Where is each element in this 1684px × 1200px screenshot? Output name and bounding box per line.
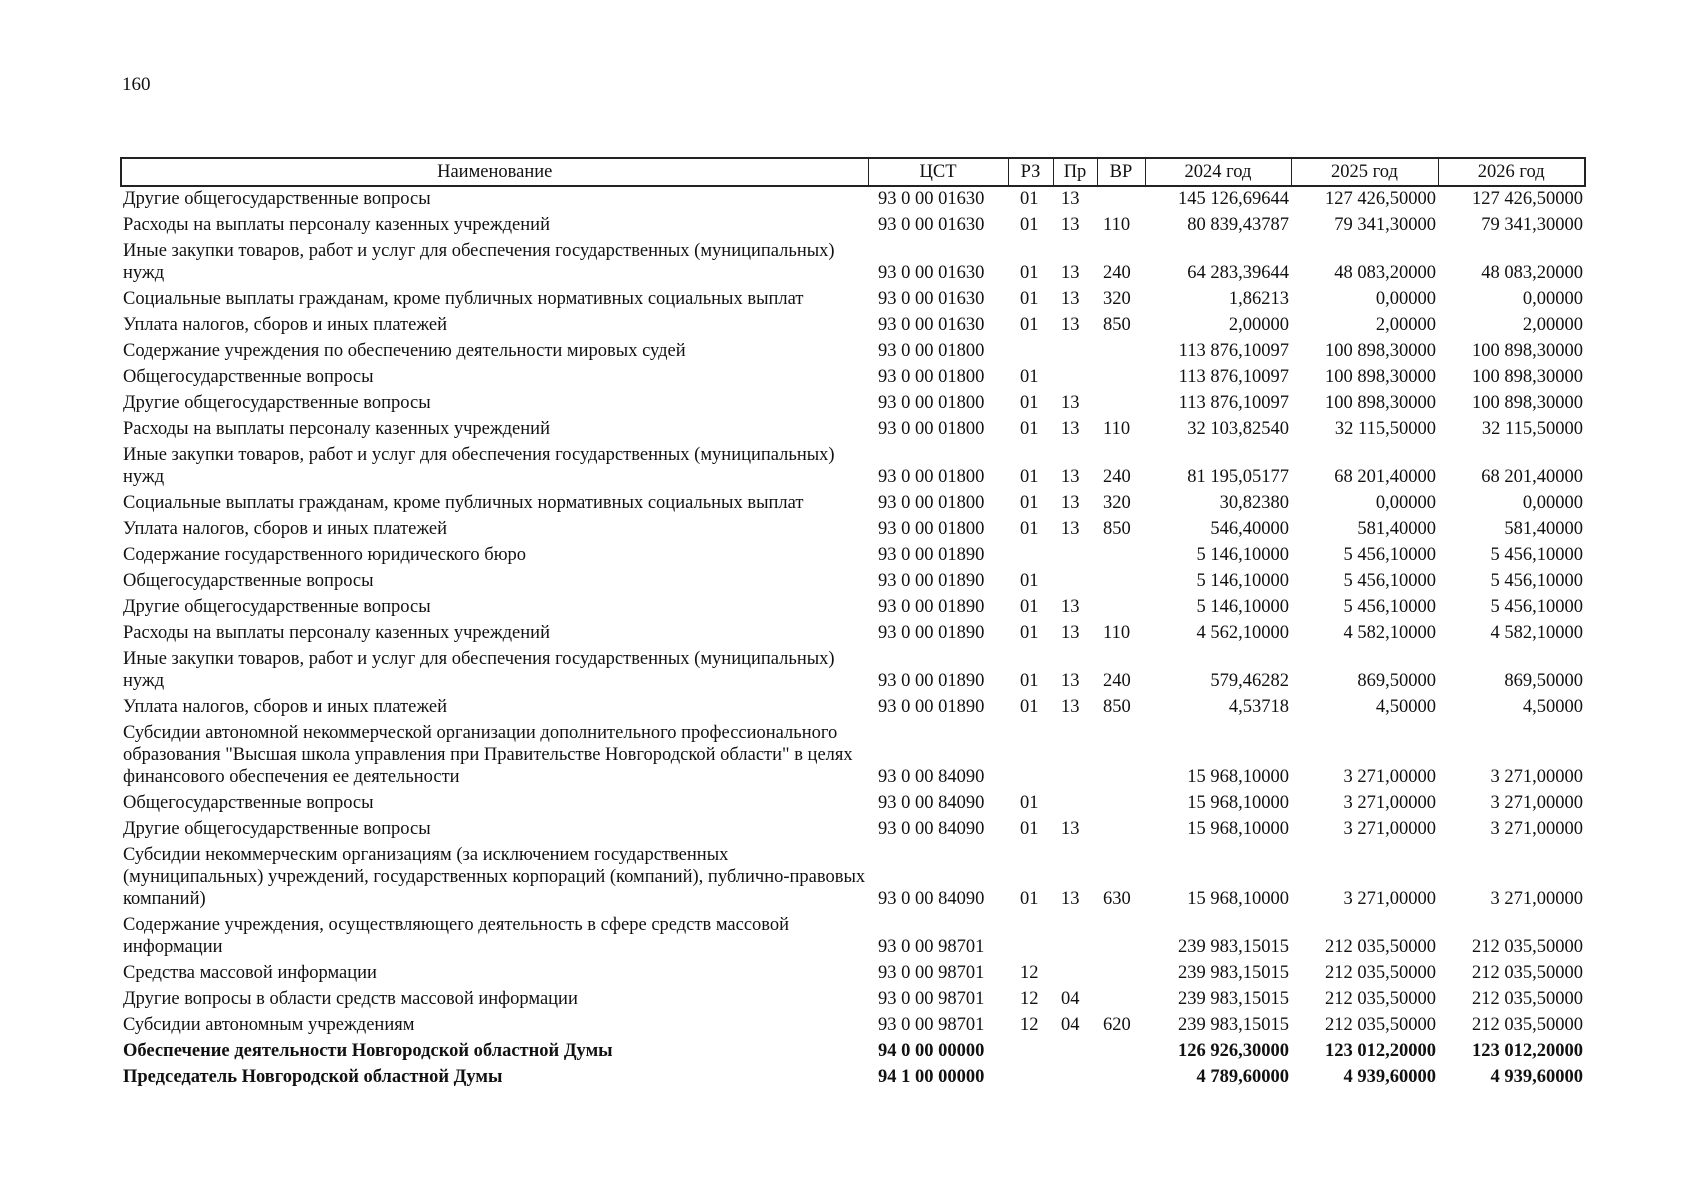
- cell-cst: 93 0 00 01630: [878, 289, 985, 309]
- cell-vr: [1097, 186, 1145, 213]
- header-2025: 2025 год: [1291, 158, 1438, 186]
- cell-pr: 13: [1061, 697, 1080, 717]
- cell-rz: 01: [1020, 367, 1039, 387]
- cell-2024: 126 926,30000: [1178, 1041, 1289, 1061]
- cell-name: Иные закупки товаров, работ и услуг для обеспечения государственных (муниципальных) нужд: [123, 649, 835, 691]
- cell-name: Субсидии автономным учреждениям: [123, 1015, 415, 1035]
- cell-rz: 01: [1020, 571, 1039, 591]
- cell-2024: 32 103,82540: [1187, 419, 1289, 439]
- cell-vr: [1097, 339, 1145, 365]
- cell-vr: 110: [1103, 419, 1131, 439]
- cell-vr: 850: [1103, 519, 1131, 539]
- cell-vr: 850: [1103, 315, 1131, 335]
- cell-2024: 15 968,10000: [1187, 793, 1289, 813]
- cell-2025: 100 898,30000: [1325, 367, 1436, 387]
- table-body: [121, 186, 1585, 1091]
- cell-2024: 4 789,60000: [1196, 1067, 1289, 1087]
- cell-2024: 579,46282: [1210, 671, 1289, 691]
- cell-pr: 13: [1061, 889, 1080, 909]
- header-rz: РЗ: [1008, 158, 1053, 186]
- cell-name: Субсидии автономной некоммерческой организации дополнительного профессионального образования "Высшая школа управления при Правительстве Новгородской области" в целях финансового обеспечения ее деятельности: [123, 723, 853, 787]
- cell-2024: 30,82380: [1219, 493, 1289, 513]
- cell-2025: 68 201,40000: [1334, 467, 1436, 487]
- cell-pr: 04: [1061, 1015, 1080, 1035]
- cell-cst: 93 0 00 01630: [878, 315, 985, 335]
- cell-cst: 93 0 00 84090: [878, 889, 985, 909]
- cell-2024: 15 968,10000: [1187, 889, 1289, 909]
- table-row: [121, 1013, 1585, 1039]
- cell-cst: 93 0 00 01890: [878, 545, 985, 565]
- cell-pr: [1053, 569, 1097, 595]
- cell-rz: 01: [1020, 467, 1039, 487]
- cell-cst: 93 0 00 01800: [878, 467, 985, 487]
- cell-rz: 01: [1020, 597, 1039, 617]
- cell-2025: 0,00000: [1375, 493, 1436, 513]
- cell-2025: 3 271,00000: [1343, 793, 1436, 813]
- cell-name: Другие общегосударственные вопросы: [123, 189, 431, 209]
- cell-cst: 93 0 00 01890: [878, 671, 985, 691]
- cell-rz: 01: [1020, 519, 1039, 539]
- cell-cst: 93 0 00 01630: [878, 263, 985, 283]
- cell-2026: 869,50000: [1504, 671, 1583, 691]
- cell-pr: 13: [1061, 215, 1080, 235]
- cell-name: Социальные выплаты гражданам, кроме публичных нормативных социальных выплат: [123, 289, 804, 309]
- cell-rz: [1008, 721, 1053, 791]
- cell-2024: 546,40000: [1210, 519, 1289, 539]
- cell-pr: [1053, 365, 1097, 391]
- cell-name: Содержание учреждения по обеспечению деятельности мировых судей: [123, 341, 686, 361]
- cell-rz: 01: [1020, 393, 1039, 413]
- table-row: [121, 1065, 1585, 1091]
- table-header: [121, 158, 1585, 186]
- cell-vr: [1097, 543, 1145, 569]
- page-number: 160: [122, 74, 151, 95]
- cell-rz: 12: [1020, 989, 1039, 1009]
- header-2024: 2024 год: [1145, 158, 1291, 186]
- cell-2024: 5 146,10000: [1196, 545, 1289, 565]
- cell-2025: 2,00000: [1375, 315, 1436, 335]
- cell-2026: 3 271,00000: [1490, 767, 1583, 787]
- cell-2026: 127 426,50000: [1472, 189, 1583, 209]
- table-row: [121, 543, 1585, 569]
- cell-rz: [1008, 1039, 1053, 1065]
- cell-2024: 2,00000: [1228, 315, 1289, 335]
- cell-pr: [1053, 1039, 1097, 1065]
- cell-vr: 850: [1103, 697, 1131, 717]
- header-name: Наименование: [121, 158, 868, 186]
- cell-cst: 93 0 00 98701: [878, 1015, 985, 1035]
- table-row: [121, 417, 1585, 443]
- cell-2024: 113 876,10097: [1178, 367, 1289, 387]
- cell-2024: 15 968,10000: [1187, 819, 1289, 839]
- cell-rz: [1008, 339, 1053, 365]
- cell-2026: 100 898,30000: [1472, 367, 1583, 387]
- cell-2026: 212 035,50000: [1472, 963, 1583, 983]
- table-row: [121, 595, 1585, 621]
- cell-2025: 4 939,60000: [1343, 1067, 1436, 1087]
- cell-rz: 12: [1020, 963, 1039, 983]
- cell-rz: 01: [1020, 189, 1039, 209]
- cell-2026: 3 271,00000: [1490, 793, 1583, 813]
- header-cst: ЦСТ: [868, 158, 1008, 186]
- table-row: [121, 817, 1585, 843]
- cell-cst: 93 0 00 84090: [878, 767, 985, 787]
- cell-2025: 100 898,30000: [1325, 393, 1436, 413]
- cell-2026: 79 341,30000: [1481, 215, 1583, 235]
- table-row: [121, 961, 1585, 987]
- cell-name: Содержание государственного юридического бюро: [123, 545, 527, 565]
- cell-cst: 93 0 00 98701: [878, 963, 985, 983]
- table-row: [121, 695, 1585, 721]
- cell-rz: 01: [1020, 493, 1039, 513]
- cell-cst: 93 0 00 01630: [878, 215, 985, 235]
- cell-2025: 3 271,00000: [1343, 819, 1436, 839]
- cell-pr: 13: [1061, 419, 1080, 439]
- cell-rz: 01: [1020, 263, 1039, 283]
- cell-pr: 13: [1061, 519, 1080, 539]
- cell-2026: 212 035,50000: [1472, 1015, 1583, 1035]
- cell-2025: 123 012,20000: [1325, 1041, 1436, 1061]
- cell-2024: 239 983,15015: [1178, 963, 1289, 983]
- table-row: [121, 443, 1585, 491]
- cell-2025: 0,00000: [1375, 289, 1436, 309]
- table-row: [121, 913, 1585, 961]
- cell-pr: 13: [1061, 819, 1080, 839]
- cell-cst: 93 0 00 01800: [878, 493, 985, 513]
- header-pr: Пр: [1053, 158, 1097, 186]
- cell-rz: 12: [1020, 1015, 1039, 1035]
- cell-2024: 145 126,69644: [1178, 189, 1289, 209]
- cell-cst: 94 1 00 00000: [878, 1067, 985, 1087]
- cell-rz: 01: [1020, 793, 1039, 813]
- cell-pr: 04: [1061, 989, 1080, 1009]
- cell-2024: 113 876,10097: [1178, 393, 1289, 413]
- cell-cst: 93 0 00 01890: [878, 597, 985, 617]
- cell-2025: 5 456,10000: [1343, 571, 1436, 591]
- cell-pr: [1053, 543, 1097, 569]
- cell-2026: 4 582,10000: [1490, 623, 1583, 643]
- cell-2025: 3 271,00000: [1343, 767, 1436, 787]
- cell-name: Другие общегосударственные вопросы: [123, 393, 431, 413]
- cell-2024: 239 983,15015: [1178, 989, 1289, 1009]
- cell-cst: 93 0 00 01800: [878, 341, 985, 361]
- cell-cst: 93 0 00 84090: [878, 793, 985, 813]
- table-row: [121, 569, 1585, 595]
- cell-cst: 94 0 00 00000: [878, 1041, 985, 1061]
- cell-rz: 01: [1020, 623, 1039, 643]
- cell-2026: 2,00000: [1522, 315, 1583, 335]
- cell-name: Субсидии некоммерческим организациям (за исключением государственных (муниципальных) учреждений, государственных корпораций (компаний), публично-правовых компаний): [123, 845, 866, 909]
- header-vr: ВР: [1097, 158, 1145, 186]
- budget-table: [120, 157, 1586, 1091]
- cell-vr: 630: [1103, 889, 1131, 909]
- table-row: [121, 1039, 1585, 1065]
- cell-name: Другие общегосударственные вопросы: [123, 597, 431, 617]
- cell-rz: [1008, 543, 1053, 569]
- table-row: [121, 721, 1585, 791]
- cell-2026: 0,00000: [1522, 289, 1583, 309]
- table-row: [121, 621, 1585, 647]
- table-row: [121, 239, 1585, 287]
- cell-vr: [1097, 391, 1145, 417]
- cell-cst: 93 0 00 98701: [878, 937, 985, 957]
- cell-2025: 4,50000: [1375, 697, 1436, 717]
- cell-vr: [1097, 1065, 1145, 1091]
- cell-2025: 581,40000: [1357, 519, 1436, 539]
- cell-name: Иные закупки товаров, работ и услуг для обеспечения государственных (муниципальных) нужд: [123, 445, 835, 487]
- cell-2024: 81 195,05177: [1187, 467, 1289, 487]
- cell-2026: 212 035,50000: [1472, 937, 1583, 957]
- table-row: [121, 287, 1585, 313]
- cell-2024: 4 562,10000: [1196, 623, 1289, 643]
- cell-2025: 100 898,30000: [1325, 341, 1436, 361]
- cell-rz: 01: [1020, 671, 1039, 691]
- cell-2026: 3 271,00000: [1490, 819, 1583, 839]
- cell-name: Уплата налогов, сборов и иных платежей: [123, 697, 448, 717]
- cell-pr: [1053, 1065, 1097, 1091]
- cell-pr: 13: [1061, 189, 1080, 209]
- cell-vr: [1097, 569, 1145, 595]
- cell-rz: 01: [1020, 819, 1039, 839]
- cell-2024: 4,53718: [1228, 697, 1289, 717]
- cell-2026: 32 115,50000: [1481, 419, 1583, 439]
- cell-2024: 5 146,10000: [1196, 571, 1289, 591]
- cell-rz: 01: [1020, 889, 1039, 909]
- table-row: [121, 647, 1585, 695]
- cell-name: Средства массовой информации: [123, 963, 377, 983]
- cell-2026: 0,00000: [1522, 493, 1583, 513]
- cell-pr: [1053, 721, 1097, 791]
- cell-2026: 5 456,10000: [1490, 597, 1583, 617]
- cell-pr: [1053, 913, 1097, 961]
- cell-pr: 13: [1061, 597, 1080, 617]
- cell-vr: [1097, 791, 1145, 817]
- cell-vr: 320: [1103, 493, 1131, 513]
- cell-vr: 110: [1103, 215, 1131, 235]
- cell-2024: 15 968,10000: [1187, 767, 1289, 787]
- cell-cst: 93 0 00 01630: [878, 189, 985, 209]
- cell-vr: [1097, 1039, 1145, 1065]
- cell-2025: 212 035,50000: [1325, 963, 1436, 983]
- cell-2024: 113 876,10097: [1178, 341, 1289, 361]
- cell-name: Иные закупки товаров, работ и услуг для обеспечения государственных (муниципальных) нужд: [123, 241, 835, 283]
- cell-2026: 5 456,10000: [1490, 571, 1583, 591]
- table-row: [121, 843, 1585, 913]
- cell-name: Председатель Новгородской областной Думы: [123, 1067, 503, 1087]
- cell-name: Другие вопросы в области средств массовой информации: [123, 989, 578, 1009]
- cell-name: Общегосударственные вопросы: [123, 571, 374, 591]
- cell-vr: 110: [1103, 623, 1131, 643]
- cell-name: Общегосударственные вопросы: [123, 793, 374, 813]
- cell-2025: 212 035,50000: [1325, 1015, 1436, 1035]
- cell-vr: 320: [1103, 289, 1131, 309]
- cell-name: Обеспечение деятельности Новгородской областной Думы: [123, 1041, 613, 1061]
- table-row: [121, 491, 1585, 517]
- cell-vr: [1097, 817, 1145, 843]
- cell-rz: 01: [1020, 419, 1039, 439]
- cell-pr: 13: [1061, 289, 1080, 309]
- cell-name: Расходы на выплаты персоналу казенных учреждений: [123, 419, 550, 439]
- cell-2025: 127 426,50000: [1325, 189, 1436, 209]
- cell-name: Другие общегосударственные вопросы: [123, 819, 431, 839]
- table-row: [121, 213, 1585, 239]
- cell-2025: 4 582,10000: [1343, 623, 1436, 643]
- cell-2025: 212 035,50000: [1325, 937, 1436, 957]
- cell-pr: 13: [1061, 671, 1080, 691]
- cell-cst: 93 0 00 01800: [878, 367, 985, 387]
- cell-vr: 240: [1103, 671, 1131, 691]
- table-row: [121, 987, 1585, 1013]
- cell-pr: 13: [1061, 263, 1080, 283]
- table-row: [121, 391, 1585, 417]
- cell-vr: [1097, 595, 1145, 621]
- table-row: [121, 186, 1585, 213]
- cell-2024: 1,86213: [1228, 289, 1289, 309]
- cell-2024: 64 283,39644: [1187, 263, 1289, 283]
- cell-cst: 93 0 00 01890: [878, 571, 985, 591]
- cell-vr: 240: [1103, 467, 1131, 487]
- cell-2026: 100 898,30000: [1472, 341, 1583, 361]
- cell-2026: 68 201,40000: [1481, 467, 1583, 487]
- table-row: [121, 365, 1585, 391]
- cell-name: Общегосударственные вопросы: [123, 367, 374, 387]
- cell-vr: 240: [1103, 263, 1131, 283]
- cell-2026: 123 012,20000: [1472, 1041, 1583, 1061]
- cell-2024: 239 983,15015: [1178, 1015, 1289, 1035]
- cell-pr: [1053, 961, 1097, 987]
- cell-vr: [1097, 987, 1145, 1013]
- cell-2026: 48 083,20000: [1481, 263, 1583, 283]
- cell-2024: 5 146,10000: [1196, 597, 1289, 617]
- cell-pr: [1053, 339, 1097, 365]
- cell-vr: [1097, 961, 1145, 987]
- cell-rz: [1008, 913, 1053, 961]
- cell-name: Социальные выплаты гражданам, кроме публичных нормативных социальных выплат: [123, 493, 804, 513]
- cell-2025: 212 035,50000: [1325, 989, 1436, 1009]
- cell-pr: 13: [1061, 467, 1080, 487]
- cell-cst: 93 0 00 01890: [878, 697, 985, 717]
- cell-cst: 93 0 00 84090: [878, 819, 985, 839]
- cell-pr: 13: [1061, 493, 1080, 513]
- cell-rz: 01: [1020, 289, 1039, 309]
- cell-2026: 4,50000: [1522, 697, 1583, 717]
- cell-name: Расходы на выплаты персоналу казенных учреждений: [123, 215, 550, 235]
- cell-cst: 93 0 00 01800: [878, 519, 985, 539]
- table-row: [121, 791, 1585, 817]
- cell-2026: 4 939,60000: [1490, 1067, 1583, 1087]
- cell-rz: 01: [1020, 215, 1039, 235]
- cell-rz: 01: [1020, 697, 1039, 717]
- cell-2024: 239 983,15015: [1178, 937, 1289, 957]
- table-row: [121, 517, 1585, 543]
- cell-pr: 13: [1061, 623, 1080, 643]
- cell-vr: [1097, 913, 1145, 961]
- cell-2024: 80 839,43787: [1187, 215, 1289, 235]
- cell-2025: 3 271,00000: [1343, 889, 1436, 909]
- cell-cst: 93 0 00 01800: [878, 419, 985, 439]
- cell-2025: 79 341,30000: [1334, 215, 1436, 235]
- cell-pr: [1053, 791, 1097, 817]
- cell-2025: 48 083,20000: [1334, 263, 1436, 283]
- cell-2026: 100 898,30000: [1472, 393, 1583, 413]
- table-row: [121, 313, 1585, 339]
- cell-vr: 620: [1103, 1015, 1131, 1035]
- cell-name: Уплата налогов, сборов и иных платежей: [123, 519, 448, 539]
- cell-vr: [1097, 721, 1145, 791]
- cell-2025: 5 456,10000: [1343, 597, 1436, 617]
- cell-name: Уплата налогов, сборов и иных платежей: [123, 315, 448, 335]
- table-row: [121, 339, 1585, 365]
- cell-name: Содержание учреждения, осуществляющего деятельность в сфере средств массовой информации: [123, 915, 790, 957]
- cell-rz: [1008, 1065, 1053, 1091]
- cell-cst: 93 0 00 01800: [878, 393, 985, 413]
- cell-pr: 13: [1061, 393, 1080, 413]
- header-2026: 2026 год: [1438, 158, 1585, 186]
- cell-2025: 5 456,10000: [1343, 545, 1436, 565]
- cell-2026: 581,40000: [1504, 519, 1583, 539]
- cell-2026: 212 035,50000: [1472, 989, 1583, 1009]
- cell-rz: 01: [1020, 315, 1039, 335]
- cell-2025: 869,50000: [1357, 671, 1436, 691]
- cell-vr: [1097, 365, 1145, 391]
- cell-pr: 13: [1061, 315, 1080, 335]
- cell-2026: 5 456,10000: [1490, 545, 1583, 565]
- cell-cst: 93 0 00 01890: [878, 623, 985, 643]
- cell-2026: 3 271,00000: [1490, 889, 1583, 909]
- cell-cst: 93 0 00 98701: [878, 989, 985, 1009]
- cell-name: Расходы на выплаты персоналу казенных учреждений: [123, 623, 550, 643]
- cell-2025: 32 115,50000: [1334, 419, 1436, 439]
